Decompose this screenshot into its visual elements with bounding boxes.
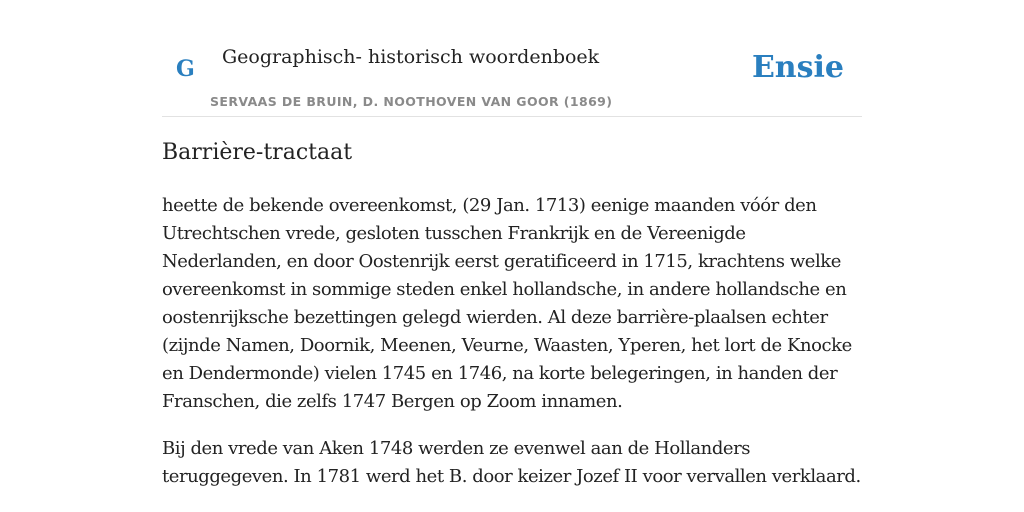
book-letter-icon[interactable]: G xyxy=(176,56,195,82)
ensie-logo-link[interactable]: Ensie xyxy=(751,50,844,85)
entry-paragraph: Bij den vrede van Aken 1748 werden ze evenwel aan de Hollanders teruggegeven. In 1781 werd het B. door keizer Jozef II voor vervallen verklaard. xyxy=(162,438,861,487)
book-authors: SERVAAS DE BRUIN, D. NOOTHOVEN VAN GOOR (1869) xyxy=(210,94,613,109)
entry-card xyxy=(162,0,862,512)
book-title-link[interactable]: Geographisch- historisch woordenboek xyxy=(222,46,600,68)
entry-body xyxy=(162,192,862,510)
book-header xyxy=(162,0,862,117)
entry-title: Barrière-tractaat xyxy=(162,140,353,165)
entry-paragraph: heette de bekende overeenkomst, (29 Jan. 1713) eenige maanden vóór den Utrechtschen vrede, gesloten tusschen Frankrijk en de Vereenigde Nederlanden, en door Oostenrijk eerst geratificeerd in 1715, krachtens welke overeenkomst in sommige steden enkel hollandsche, in andere hollandsche en oostenrijksche bezettingen gelegd wierden. Al deze barrière-plaalsen echter (zijnde Namen, Doornik, Meenen, Veurne, Waasten, Yperen, het lort de Knocke en Dendermonde) vielen 1745 en 1746, na korte belegeringen, in handen der Franschen, die zelfs 1747 Bergen op Zoom innamen. xyxy=(162,195,852,412)
